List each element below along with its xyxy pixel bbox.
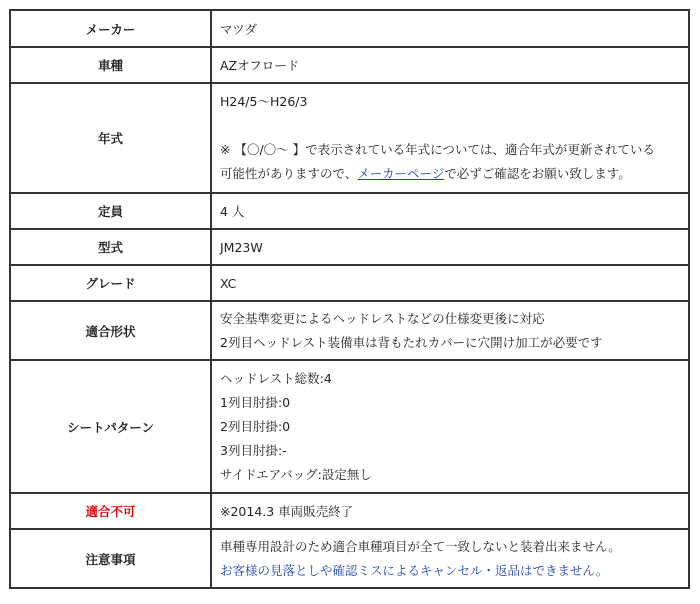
seat-pattern-line: 2列目肘掛:0	[220, 418, 291, 434]
seat-pattern-line: ヘッドレスト総数:4	[220, 370, 332, 386]
value-type: JM23W	[212, 230, 688, 264]
table-row-incompatible	[11, 494, 688, 528]
table-row-maker	[11, 11, 688, 46]
year-note-text-after: で必ずご確認をお願い致します。	[444, 166, 631, 181]
seat-pattern-line: 1列目肘掛:0	[220, 394, 291, 410]
value-fit-shape	[212, 302, 688, 359]
table-row-capacity	[11, 194, 688, 228]
label-incompatible: 適合不可	[11, 494, 210, 528]
label-grade: グレード	[11, 266, 210, 300]
table-row-notes	[11, 530, 688, 587]
year-note-text-before: 可能性がありますので、	[220, 166, 358, 181]
table-row-type	[11, 230, 688, 264]
seat-pattern-line: サイドエアバッグ:設定無し	[220, 466, 372, 482]
label-year: 年式	[11, 84, 210, 192]
value-maker: マツダ	[212, 11, 688, 46]
table-row-year	[11, 84, 688, 192]
spec-table-container	[9, 9, 690, 589]
label-notes: 注意事項	[11, 530, 210, 587]
value-notes	[212, 530, 688, 587]
notes-line2: お客様の見落としや確認ミスによるキャンセル・返品はできません。	[220, 562, 609, 578]
label-fit-shape: 適合形状	[11, 302, 210, 359]
table-row-grade	[11, 266, 688, 300]
label-model: 車種	[11, 48, 210, 82]
notes-line1: 車種専用設計のため適合車種項目が全て一致しないと装着出来ません。	[220, 538, 621, 554]
seat-pattern-line: 3列目肘掛:-	[220, 442, 287, 458]
table-row-fit-shape	[11, 302, 688, 359]
table-row-seat-pattern	[11, 361, 688, 492]
label-maker: メーカー	[11, 11, 210, 46]
value-seat-pattern	[212, 361, 688, 492]
year-note-line2	[220, 162, 680, 186]
value-year	[212, 84, 688, 192]
year-range: H24/5～H26/3	[220, 94, 308, 109]
value-model: AZオフロード	[212, 48, 688, 82]
label-seat-pattern: シートパターン	[11, 361, 210, 492]
vehicle-spec-table	[9, 9, 690, 589]
year-note-line1: ※ 【〇/〇～ 】で表示されている年式については、適合年式が更新されている	[220, 142, 655, 157]
value-incompatible: ※2014.3 車両販売終了	[212, 494, 688, 528]
fit-shape-line: 安全基準変更によるヘッドレストなどの仕様変更後に対応	[220, 310, 545, 326]
value-grade: XC	[212, 266, 688, 300]
label-type: 型式	[11, 230, 210, 264]
value-capacity: 4 人	[212, 194, 688, 228]
fit-shape-line: 2列目ヘッドレスト装備車は背もたれカバーに穴開け加工が必要です	[220, 334, 603, 350]
label-capacity: 定員	[11, 194, 210, 228]
table-row-model	[11, 48, 688, 82]
maker-page-link[interactable]: メーカーページ	[357, 166, 445, 181]
